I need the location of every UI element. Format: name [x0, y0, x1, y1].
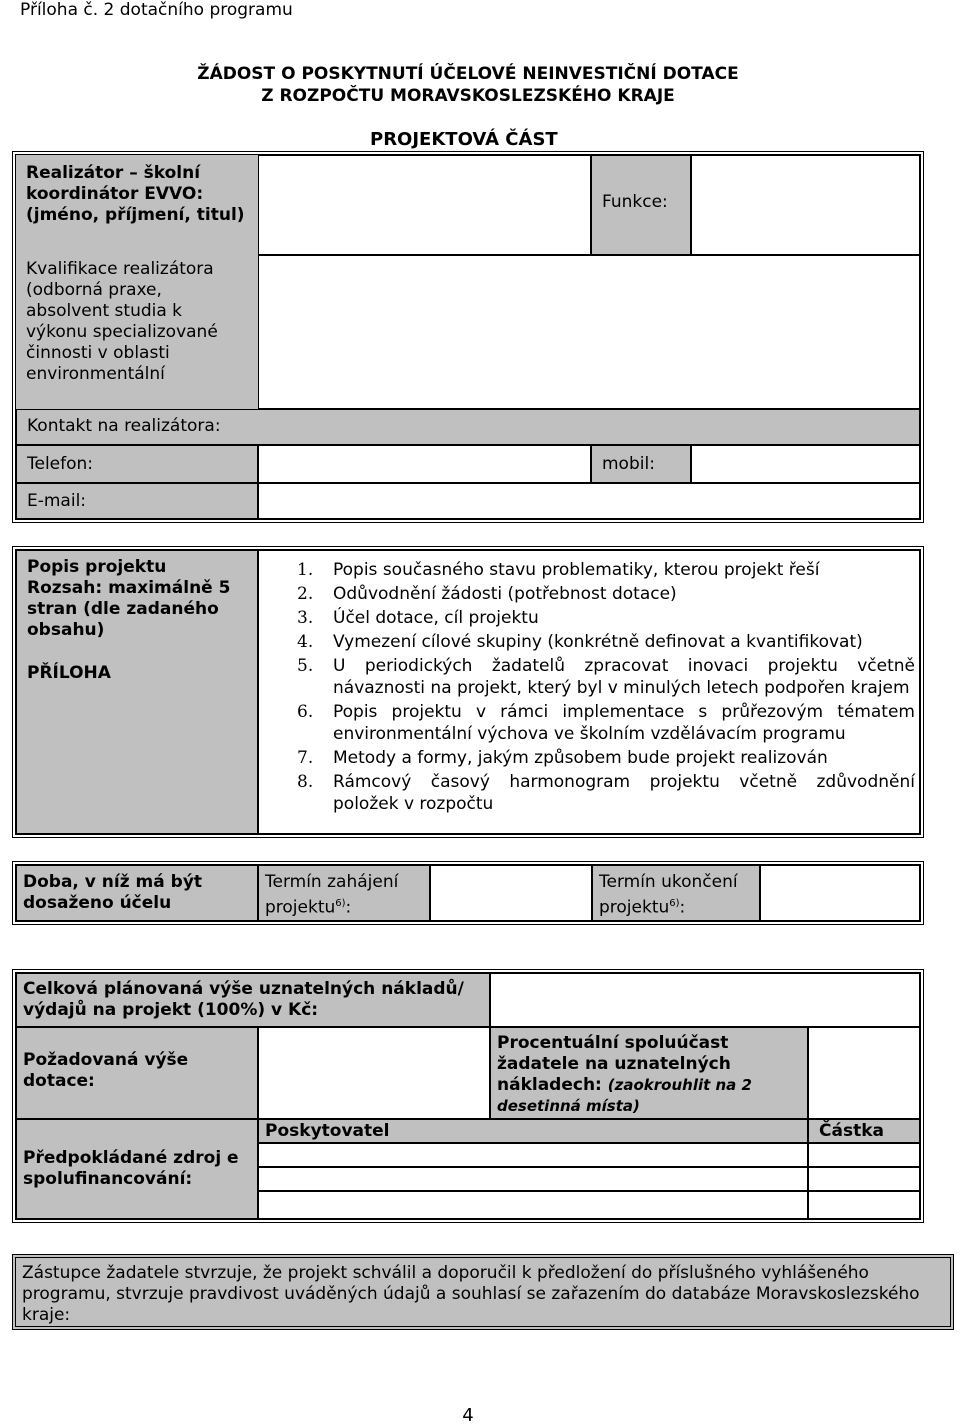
amount-field-1[interactable]	[808, 1143, 920, 1167]
amount-field-3[interactable]	[808, 1191, 920, 1219]
end-label: Termín ukončení projektu$^{6)}$:	[599, 872, 738, 918]
realizator-name-label-cell	[16, 155, 258, 255]
mobile-label-cell	[591, 445, 691, 483]
email-label-cell	[16, 483, 258, 519]
start-date-field[interactable]	[430, 865, 592, 921]
declaration-text: Zástupce žadatele stvrzuje, že projekt schválil a doporučil k předložení do příslušného vyhlášeného programu, stvrzuje pravdivost uváděných údajů a souhlasí se zařazením do databáze Moravskoslezského kraje:	[22, 1263, 920, 1325]
provider-field-2[interactable]	[258, 1167, 808, 1191]
list-item: 1. Popis současného stavu problematiky, kterou projekt řeší	[297, 560, 820, 580]
share-label-cell	[490, 1027, 808, 1119]
email-field[interactable]	[258, 483, 920, 519]
provider-header-cell	[258, 1119, 808, 1143]
share-label: Procentuální spoluúčast žadatele na uznatelných nákladech: (zaokrouhlit na 2 desetinná místa)	[497, 1033, 752, 1115]
description-section	[12, 546, 924, 838]
declaration-section	[12, 1254, 954, 1330]
period-section	[12, 861, 924, 925]
period-label: Doba, v níž má být dosaženo účelu	[23, 872, 203, 913]
qualification-label-cell	[16, 255, 258, 409]
cofinancing-label: Předpokládané zdroj e spolufinancování:	[23, 1148, 239, 1189]
realizator-section	[12, 151, 924, 523]
requested-label-cell	[16, 1027, 258, 1119]
mobile-label: mobil:	[602, 454, 655, 474]
end-date-field[interactable]	[760, 865, 920, 921]
total-costs-label: Celková plánovaná výše uznatelných nákladů/ výdajů na projekt (100%) v Kč:	[23, 979, 464, 1020]
mobile-field[interactable]	[691, 445, 920, 483]
cofinancing-label-cell	[16, 1119, 258, 1219]
description-content	[258, 550, 920, 834]
list-item: 2. Odůvodnění žádosti (potřebnost dotace)	[297, 584, 677, 604]
document-title-line1: ŽÁDOST O POSKYTNUTÍ ÚČELOVÉ NEINVESTIČNÍ DOTACE	[197, 64, 739, 84]
realizator-name-field[interactable]	[258, 155, 591, 255]
requested-label: Požadovaná výše dotace:	[23, 1050, 189, 1091]
list-item: 6. Popis projektu v rámci implementace s průřezovým tématem environmentální výchova ve školním vzdělávacím programu	[297, 702, 915, 744]
provider-field-1[interactable]	[258, 1143, 808, 1167]
contact-label: Kontakt na realizátora:	[27, 416, 221, 436]
list-item: 3. Účel dotace, cíl projektu	[297, 608, 539, 628]
qualification-field[interactable]	[258, 255, 920, 409]
costs-section	[12, 969, 924, 1223]
share-field[interactable]	[808, 1027, 920, 1119]
description-items	[297, 559, 915, 815]
function-label-cell	[591, 155, 691, 255]
phone-field[interactable]	[258, 445, 591, 483]
list-item: 4. Vymezení cílové skupiny (konkrétně definovat a kvantifikovat)	[297, 632, 863, 652]
start-label-cell	[258, 865, 430, 921]
phone-label-cell	[16, 445, 258, 483]
list-item: 7. Metody a formy, jakým způsobem bude projekt realizován	[297, 748, 828, 768]
total-costs-field[interactable]	[490, 973, 920, 1027]
attachment-label: PŘÍLOHA	[27, 663, 111, 683]
section-title: PROJEKTOVÁ ČÁST	[370, 129, 558, 150]
period-label-cell	[16, 865, 258, 921]
end-label-cell	[592, 865, 760, 921]
provider-header: Poskytovatel	[265, 1121, 390, 1141]
email-label: E-mail:	[27, 491, 87, 511]
total-costs-label-cell	[16, 973, 490, 1027]
requested-field[interactable]	[258, 1027, 490, 1119]
contact-label-cell	[16, 409, 920, 445]
realizator-name-label: Realizátor – školní koordinátor EVVO: (jméno, příjmení, titul)	[26, 163, 245, 225]
description-title: Popis projektu Rozsah: maximálně 5 stran (dle zadaného obsahu)	[27, 557, 231, 640]
qualification-label: Kvalifikace realizátora (odborná praxe, absolvent studia k výkonu specializované činnosti v oblasti environmentální	[26, 259, 218, 384]
description-label-cell	[16, 550, 258, 834]
start-label: Termín zahájení projektu$^{6)}$:	[265, 872, 399, 918]
phone-label: Telefon:	[27, 454, 94, 474]
list-item: 5. U periodických žadatelů zpracovat inovaci projektu včetně návaznosti na projekt, který byl v minulých letech podpořen krajem	[297, 656, 915, 698]
amount-field-2[interactable]	[808, 1167, 920, 1191]
attachment-note: Příloha č. 2 dotačního programu	[20, 0, 293, 20]
amount-header-cell	[808, 1119, 920, 1143]
document-title-line2: Z ROZPOČTU MORAVSKOSLEZSKÉHO KRAJE	[261, 86, 675, 106]
provider-field-3[interactable]	[258, 1191, 808, 1219]
function-field[interactable]	[691, 155, 920, 255]
function-label: Funkce:	[602, 192, 668, 212]
amount-header: Částka	[819, 1121, 884, 1141]
page-number: 4	[462, 1405, 474, 1426]
list-item: 8. Rámcový časový harmonogram projektu včetně zdůvodnění položek v rozpočtu	[297, 772, 915, 814]
